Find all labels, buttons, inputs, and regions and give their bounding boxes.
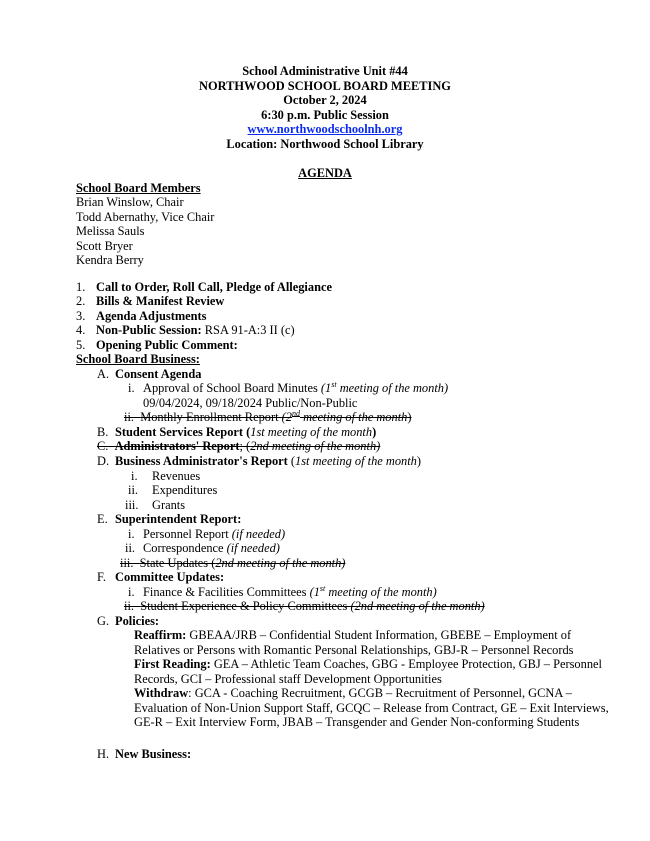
header-unit: School Administrative Unit #44	[242, 64, 408, 78]
header-meeting: NORTHWOOD SCHOOL BOARD MEETING	[199, 79, 451, 93]
agenda-item-4-number: 4.	[76, 323, 86, 337]
section-g-letter: G.	[97, 614, 110, 628]
consent-i-number: i.	[128, 381, 135, 395]
members-heading: School Board Members	[76, 181, 201, 195]
personnel-report: Personnel Report (if needed)	[143, 527, 286, 541]
business-admin-report: Business Administrator's Report (1st meeting of the month)	[115, 454, 421, 468]
header-location: Location: Northwood School Library	[226, 137, 424, 151]
committee-updates: Committee Updates:	[115, 570, 225, 584]
agenda-item-2: Bills & Manifest Review	[96, 294, 225, 308]
agenda-item-3-number: 3.	[76, 309, 86, 323]
enrollment-report: ii. Monthly Enrollment Report (2nd meeting of the month)	[124, 408, 412, 424]
grants: Grants	[152, 498, 186, 512]
agenda-item-4: Non-Public Session: RSA 91-A:3 II (c)	[96, 323, 295, 337]
section-h-letter: H.	[97, 747, 110, 761]
section-b-letter: B.	[97, 425, 109, 439]
section-a-letter: A.	[97, 367, 110, 381]
agenda-title: AGENDA	[298, 166, 352, 180]
expenditures: Expenditures	[152, 483, 218, 497]
sub-number: ii.	[125, 541, 135, 555]
section-e-letter: E.	[97, 512, 108, 526]
sub-number: ii.	[128, 483, 138, 497]
section-f-letter: F.	[97, 570, 106, 584]
student-experience-policy: ii. Student Experience & Policy Committees (2nd meeting of the month)	[124, 599, 485, 613]
correspondence: Correspondence (if needed)	[143, 541, 280, 555]
sub-number: i.	[131, 469, 138, 483]
new-business: New Business:	[115, 747, 192, 761]
agenda-item-5: Opening Public Comment:	[96, 338, 238, 352]
consent-agenda: Consent Agenda	[115, 367, 202, 381]
sub-number: iii.	[125, 498, 139, 512]
member-item: Scott Bryer	[76, 239, 133, 253]
agenda-item-5-number: 5.	[76, 338, 86, 352]
agenda-item-2-number: 2.	[76, 294, 86, 308]
member-item: Melissa Sauls	[76, 224, 145, 238]
finance-facilities: Finance & Facilities Committees (1st meeting of the month)	[143, 583, 437, 599]
business-heading: School Board Business:	[76, 352, 200, 366]
state-updates: iii. State Updates (2nd meeting of the month)	[120, 556, 346, 570]
policies-withdraw: Withdraw: GCA - Coaching Recruitment, GCGB – Recruitment of Personnel, GCNA – Evaluation of Non-Union Support Staff, GCQC – Release from Contract, GE – Exit Interviews, GE-R – Exit Interview Form, JBAB – Transgender and Gender Non-conforming Students	[134, 686, 609, 730]
student-services-report: Student Services Report (1st meeting of the month)	[115, 425, 377, 439]
header-date: October 2, 2024	[283, 93, 367, 107]
agenda-item-1-number: 1.	[76, 280, 86, 294]
section-d-letter: D.	[97, 454, 110, 468]
header-session: 6:30 p.m. Public Session	[261, 108, 389, 122]
sub-number: i.	[128, 585, 135, 599]
superintendent-report: Superintendent Report:	[115, 512, 242, 526]
sub-number: i.	[128, 527, 135, 541]
policies-reaffirm: Reaffirm: GBEAA/JRB – Confidential Student Information, GBEBE – Employment of Relatives or Persons with Romantic Personal Relationships, GBJ-R – Personnel Records	[134, 628, 574, 657]
website-link[interactable]: www.northwoodschoolnh.org	[247, 122, 403, 136]
administrators-report: C. Administrators' Report; (2nd meeting of the month)	[97, 439, 381, 453]
policies-first-reading: First Reading: GEA – Athletic Team Coaches, GBG - Employee Protection, GBJ – Personnel Records, GCI – Professional staff Development Opportunities	[134, 657, 602, 686]
agenda-item-3: Agenda Adjustments	[96, 309, 207, 323]
member-item: Kendra Berry	[76, 253, 144, 267]
member-item: Brian Winslow, Chair	[76, 195, 184, 209]
minutes-dates: 09/04/2024, 09/18/2024 Public/Non-Public	[143, 396, 358, 410]
minutes-approval: Approval of School Board Minutes (1st meeting of the month)	[143, 379, 449, 395]
revenues: Revenues	[152, 469, 201, 483]
policies-heading: Policies:	[115, 614, 160, 628]
member-item: Todd Abernathy, Vice Chair	[76, 210, 215, 224]
agenda-item-1: Call to Order, Roll Call, Pledge of Allegiance	[96, 280, 332, 294]
